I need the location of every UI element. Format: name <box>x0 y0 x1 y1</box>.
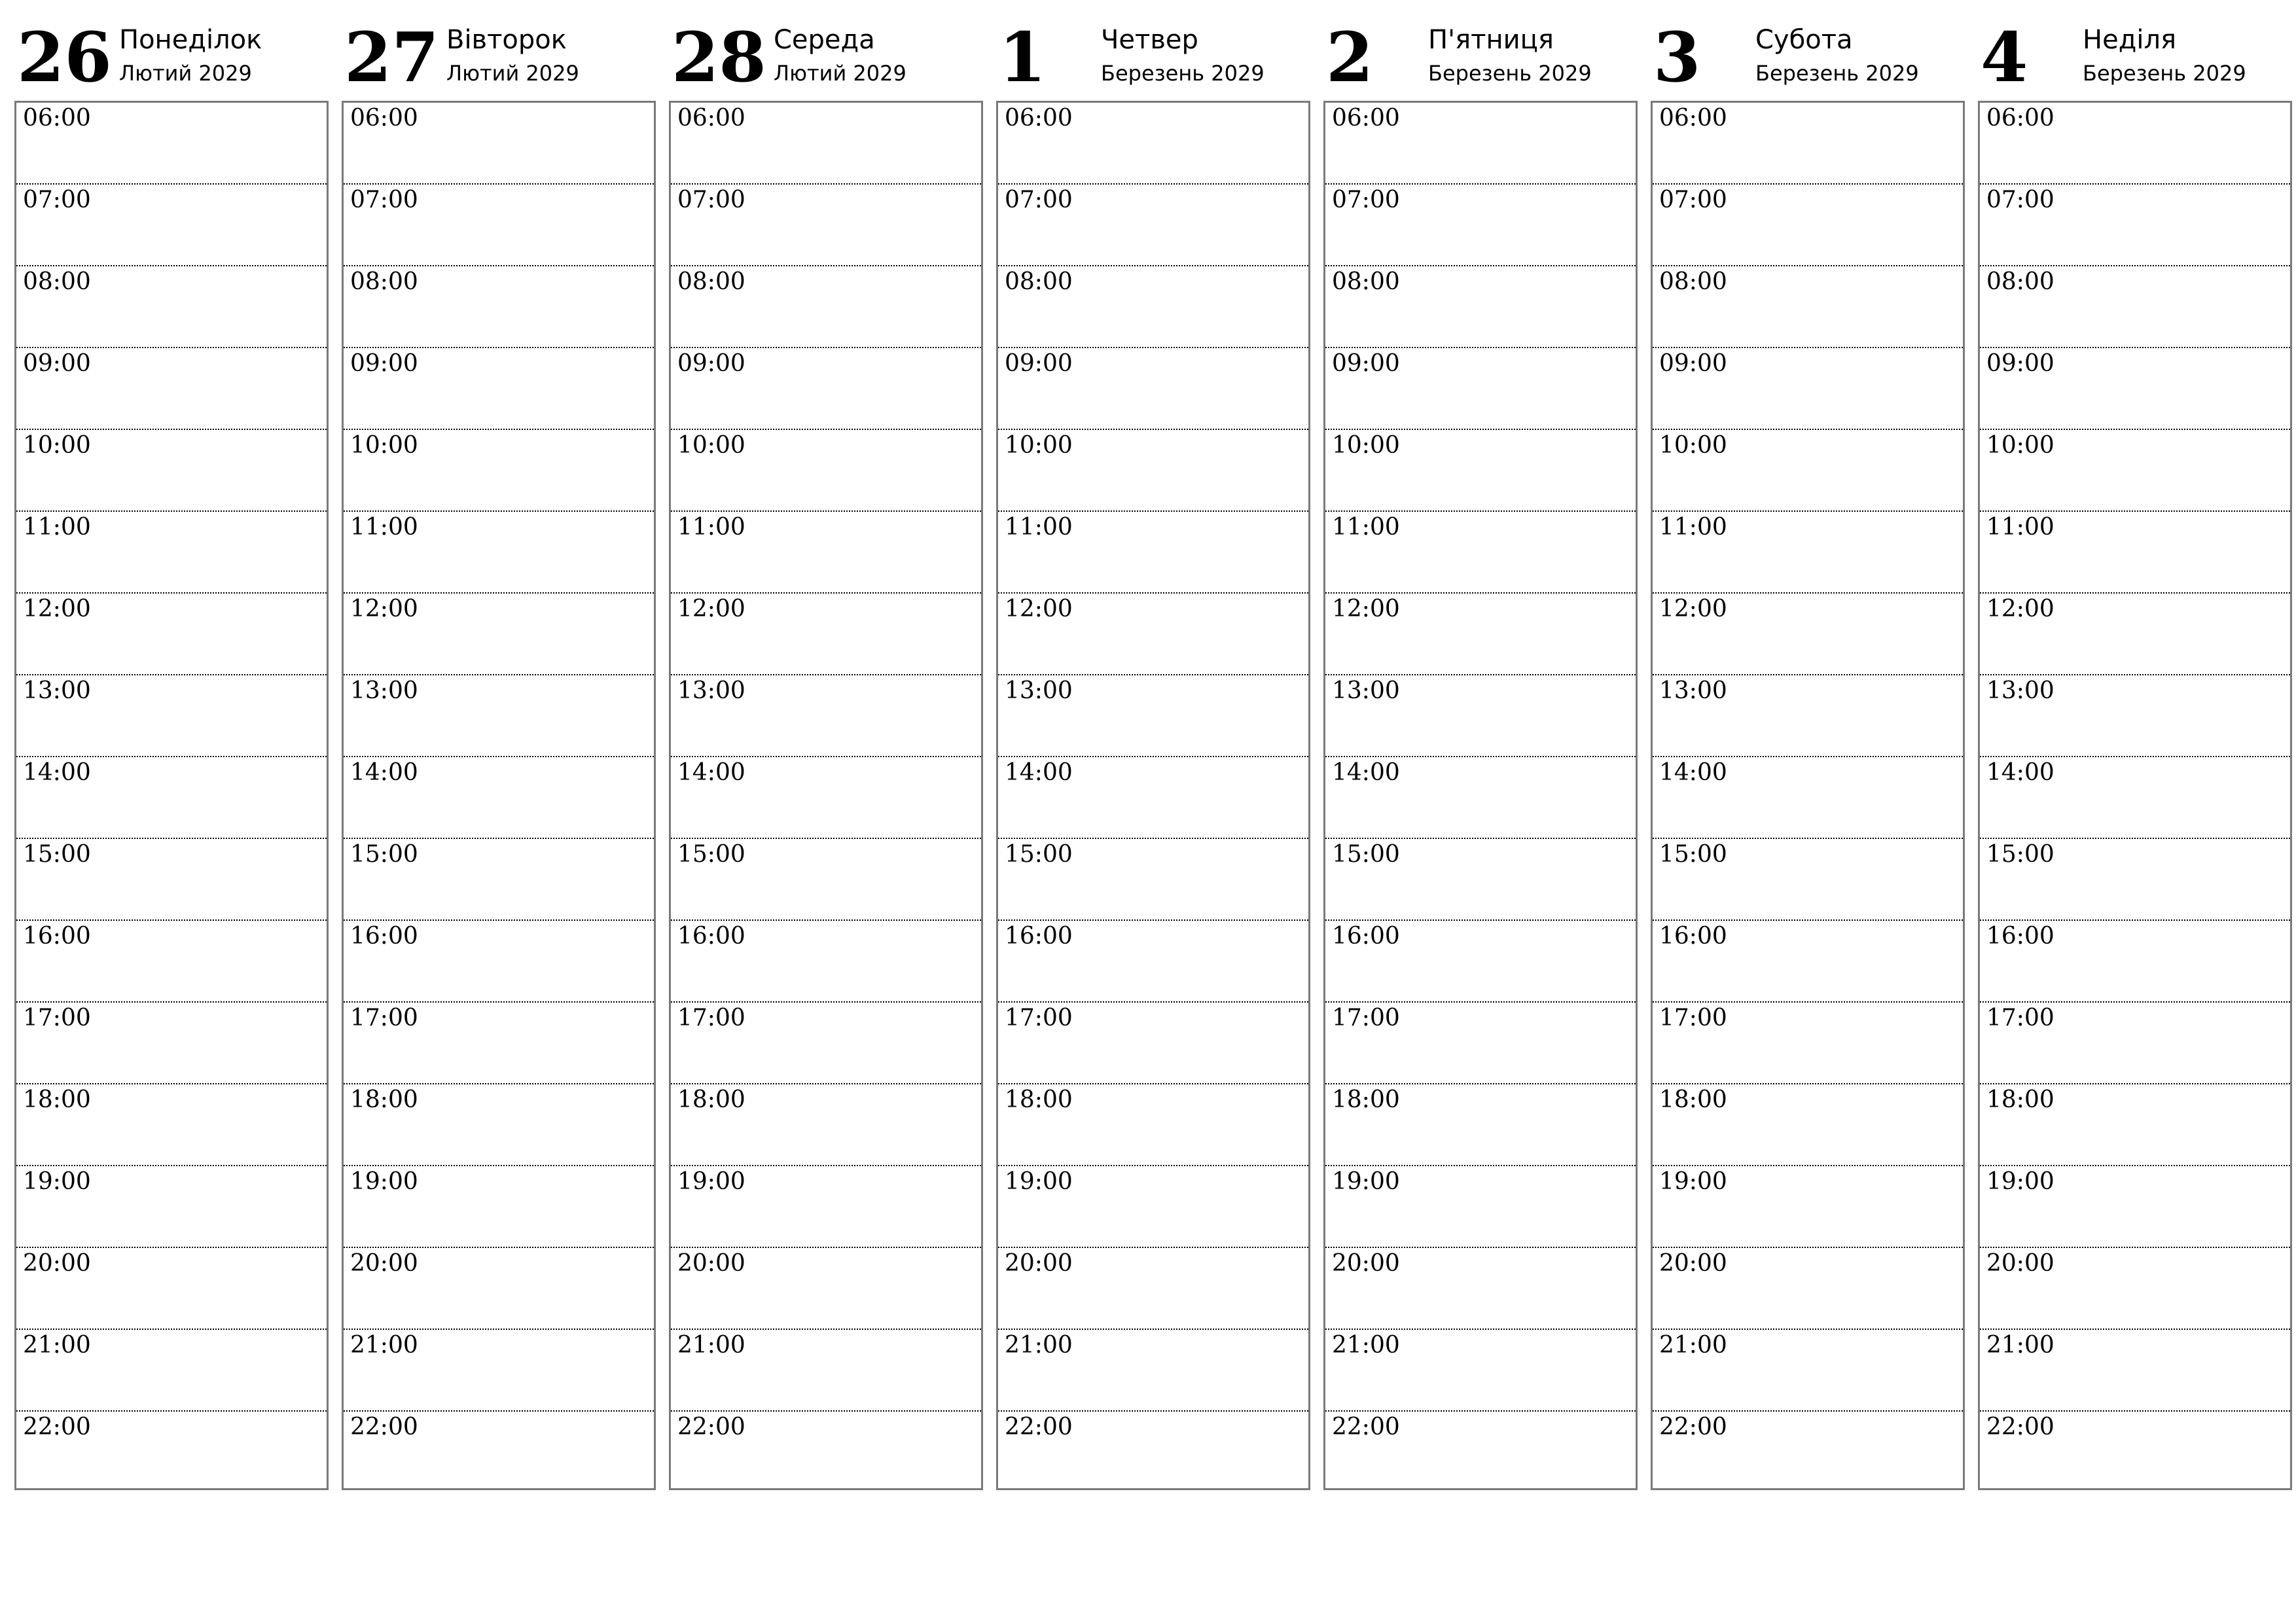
day-month: Березень 2029 <box>1755 61 1919 86</box>
hour-slot[interactable] <box>16 1084 327 1166</box>
hour-slot[interactable] <box>1653 921 1963 1003</box>
hour-slot[interactable] <box>998 1166 1308 1248</box>
day-month: Лютий 2029 <box>774 61 906 86</box>
hour-label: 20:00 <box>1986 1250 2054 1277</box>
hour-slot[interactable] <box>344 1084 654 1166</box>
hour-grid <box>669 101 983 1490</box>
hour-label: 21:00 <box>1005 1332 1073 1359</box>
hour-label: 14:00 <box>1986 759 2054 786</box>
day-header <box>1651 17 1965 101</box>
hour-slot[interactable] <box>1325 839 1636 921</box>
hour-slot[interactable] <box>344 1166 654 1248</box>
hour-grid <box>1323 101 1638 1490</box>
hour-label: 16:00 <box>23 923 91 950</box>
day-name: Понеділок <box>119 25 262 55</box>
hour-label: 11:00 <box>1332 514 1400 541</box>
hour-label: 17:00 <box>1659 1005 1727 1031</box>
day-header <box>1978 17 2292 101</box>
hour-label: 15:00 <box>23 841 91 868</box>
hour-label: 16:00 <box>1332 923 1400 950</box>
hour-slot[interactable] <box>1980 757 2290 839</box>
day-column <box>14 17 329 1490</box>
hour-slot[interactable] <box>671 1412 981 1493</box>
hour-label: 06:00 <box>23 105 91 132</box>
hour-label: 20:00 <box>23 1250 91 1277</box>
hour-slot[interactable] <box>1653 1248 1963 1330</box>
hour-grid <box>342 101 656 1490</box>
hour-label: 08:00 <box>677 268 745 295</box>
hour-slot[interactable] <box>344 594 654 675</box>
hour-label: 08:00 <box>1332 268 1400 295</box>
hour-label: 06:00 <box>1986 105 2054 132</box>
hour-slot[interactable] <box>998 1248 1308 1330</box>
hour-slot[interactable] <box>671 430 981 512</box>
hour-label: 08:00 <box>1986 268 2054 295</box>
hour-slot[interactable] <box>1980 1330 2290 1412</box>
hour-label: 16:00 <box>1986 923 2054 950</box>
hour-label: 21:00 <box>23 1332 91 1359</box>
hour-slot[interactable] <box>16 430 327 512</box>
hour-label: 17:00 <box>1005 1005 1073 1031</box>
hour-slot[interactable] <box>1980 348 2290 430</box>
hour-label: 12:00 <box>677 596 745 622</box>
hour-label: 17:00 <box>350 1005 418 1031</box>
hour-label: 17:00 <box>1332 1005 1400 1031</box>
hour-grid <box>996 101 1310 1490</box>
hour-label: 16:00 <box>677 923 745 950</box>
day-header <box>14 17 329 101</box>
day-month: Лютий 2029 <box>446 61 579 86</box>
hour-label: 13:00 <box>350 677 418 704</box>
day-month: Лютий 2029 <box>119 61 252 86</box>
hour-slot[interactable] <box>1980 1248 2290 1330</box>
hour-slot[interactable] <box>998 1084 1308 1166</box>
hour-slot[interactable] <box>16 348 327 430</box>
hour-label: 10:00 <box>1332 432 1400 459</box>
hour-slot[interactable] <box>344 1412 654 1493</box>
hour-slot[interactable] <box>998 1003 1308 1084</box>
hour-label: 06:00 <box>1659 105 1727 132</box>
hour-slot[interactable] <box>671 1166 981 1248</box>
hour-slot[interactable] <box>1325 675 1636 757</box>
hour-grid <box>14 101 329 1490</box>
hour-label: 09:00 <box>677 350 745 377</box>
day-number: 2 <box>1326 17 1374 98</box>
hour-label: 14:00 <box>1659 759 1727 786</box>
hour-label: 19:00 <box>1332 1168 1400 1195</box>
hour-slot[interactable] <box>344 675 654 757</box>
day-name: Вівторок <box>446 25 567 55</box>
hour-label: 21:00 <box>1332 1332 1400 1359</box>
hour-label: 15:00 <box>1005 841 1073 868</box>
day-column <box>1651 17 1965 1490</box>
hour-slot[interactable] <box>344 348 654 430</box>
hour-label: 09:00 <box>1986 350 2054 377</box>
day-header <box>996 17 1310 101</box>
hour-slot[interactable] <box>671 921 981 1003</box>
hour-label: 10:00 <box>1005 432 1073 459</box>
hour-slot[interactable] <box>1325 103 1636 185</box>
hour-slot[interactable] <box>1653 430 1963 512</box>
hour-label: 07:00 <box>23 187 91 213</box>
hour-label: 16:00 <box>350 923 418 950</box>
hour-slot[interactable] <box>671 757 981 839</box>
hour-slot[interactable] <box>16 757 327 839</box>
hour-label: 22:00 <box>1005 1414 1073 1440</box>
hour-label: 17:00 <box>23 1005 91 1031</box>
hour-slot[interactable] <box>16 1248 327 1330</box>
hour-label: 21:00 <box>1986 1332 2054 1359</box>
day-name: Субота <box>1755 25 1853 55</box>
hour-label: 13:00 <box>23 677 91 704</box>
day-column <box>996 17 1310 1490</box>
hour-slot[interactable] <box>1325 512 1636 594</box>
hour-slot[interactable] <box>998 430 1308 512</box>
hour-slot[interactable] <box>1980 1003 2290 1084</box>
day-month: Березень 2029 <box>2083 61 2246 86</box>
hour-label: 10:00 <box>23 432 91 459</box>
hour-slot[interactable] <box>1980 430 2290 512</box>
hour-slot[interactable] <box>344 1003 654 1084</box>
hour-label: 07:00 <box>1005 187 1073 213</box>
hour-slot[interactable] <box>1325 1412 1636 1493</box>
hour-slot[interactable] <box>1325 594 1636 675</box>
hour-slot[interactable] <box>344 757 654 839</box>
hour-label: 15:00 <box>1986 841 2054 868</box>
hour-slot[interactable] <box>1653 1166 1963 1248</box>
day-column <box>1323 17 1638 1490</box>
hour-slot[interactable] <box>1653 348 1963 430</box>
hour-label: 12:00 <box>1332 596 1400 622</box>
hour-label: 07:00 <box>1659 187 1727 213</box>
hour-slot[interactable] <box>1653 185 1963 266</box>
hour-slot[interactable] <box>1325 1003 1636 1084</box>
hour-label: 18:00 <box>1005 1086 1073 1113</box>
hour-label: 06:00 <box>1332 105 1400 132</box>
hour-grid <box>1978 101 2292 1490</box>
hour-label: 21:00 <box>350 1332 418 1359</box>
hour-slot[interactable] <box>1980 185 2290 266</box>
hour-label: 14:00 <box>677 759 745 786</box>
hour-label: 10:00 <box>677 432 745 459</box>
hour-slot[interactable] <box>16 839 327 921</box>
hour-slot[interactable] <box>671 348 981 430</box>
hour-label: 20:00 <box>1659 1250 1727 1277</box>
hour-label: 08:00 <box>1005 268 1073 295</box>
hour-label: 08:00 <box>1659 268 1727 295</box>
hour-label: 11:00 <box>350 514 418 541</box>
hour-slot[interactable] <box>998 921 1308 1003</box>
hour-slot[interactable] <box>1325 266 1636 348</box>
hour-slot[interactable] <box>1653 1330 1963 1412</box>
hour-label: 11:00 <box>1005 514 1073 541</box>
hour-slot[interactable] <box>1325 921 1636 1003</box>
hour-slot[interactable] <box>998 185 1308 266</box>
hour-slot[interactable] <box>998 1412 1308 1493</box>
hour-slot[interactable] <box>344 430 654 512</box>
day-column <box>342 17 656 1490</box>
hour-slot[interactable] <box>1980 512 2290 594</box>
hour-label: 13:00 <box>1005 677 1073 704</box>
hour-label: 06:00 <box>1005 105 1073 132</box>
hour-slot[interactable] <box>671 594 981 675</box>
hour-label: 20:00 <box>1332 1250 1400 1277</box>
hour-label: 07:00 <box>350 187 418 213</box>
day-column <box>669 17 983 1490</box>
hour-slot[interactable] <box>1980 839 2290 921</box>
hour-slot[interactable] <box>1653 757 1963 839</box>
day-number: 1 <box>999 17 1047 98</box>
hour-slot[interactable] <box>671 185 981 266</box>
hour-slot[interactable] <box>344 512 654 594</box>
hour-slot[interactable] <box>998 839 1308 921</box>
hour-slot[interactable] <box>16 512 327 594</box>
hour-label: 12:00 <box>1659 596 1727 622</box>
hour-slot[interactable] <box>344 921 654 1003</box>
day-month: Березень 2029 <box>1428 61 1592 86</box>
hour-label: 13:00 <box>1332 677 1400 704</box>
hour-label: 15:00 <box>1659 841 1727 868</box>
hour-slot[interactable] <box>998 594 1308 675</box>
hour-slot[interactable] <box>1325 185 1636 266</box>
hour-label: 13:00 <box>1659 677 1727 704</box>
hour-slot[interactable] <box>1325 1166 1636 1248</box>
hour-label: 11:00 <box>1659 514 1727 541</box>
hour-slot[interactable] <box>1980 1084 2290 1166</box>
hour-label: 16:00 <box>1005 923 1073 950</box>
hour-slot[interactable] <box>16 266 327 348</box>
hour-label: 15:00 <box>1332 841 1400 868</box>
hour-label: 18:00 <box>23 1086 91 1113</box>
hour-slot[interactable] <box>998 348 1308 430</box>
hour-slot[interactable] <box>1980 1412 2290 1493</box>
hour-slot[interactable] <box>998 266 1308 348</box>
hour-slot[interactable] <box>16 185 327 266</box>
hour-label: 07:00 <box>1986 187 2054 213</box>
hour-slot[interactable] <box>1980 921 2290 1003</box>
hour-slot[interactable] <box>671 512 981 594</box>
day-number: 4 <box>1981 17 2028 98</box>
hour-label: 12:00 <box>1986 596 2054 622</box>
hour-label: 08:00 <box>23 268 91 295</box>
hour-slot[interactable] <box>16 594 327 675</box>
hour-slot[interactable] <box>16 1166 327 1248</box>
hour-label: 09:00 <box>350 350 418 377</box>
hour-slot[interactable] <box>998 757 1308 839</box>
hour-label: 12:00 <box>23 596 91 622</box>
hour-label: 14:00 <box>23 759 91 786</box>
hour-slot[interactable] <box>1325 348 1636 430</box>
hour-label: 19:00 <box>1986 1168 2054 1195</box>
hour-slot[interactable] <box>1980 594 2290 675</box>
hour-slot[interactable] <box>344 1248 654 1330</box>
day-number: 3 <box>1653 17 1701 98</box>
hour-label: 09:00 <box>23 350 91 377</box>
hour-slot[interactable] <box>16 103 327 185</box>
hour-label: 14:00 <box>1332 759 1400 786</box>
day-number: 26 <box>17 17 112 98</box>
hour-label: 14:00 <box>350 759 418 786</box>
day-column <box>1978 17 2292 1490</box>
hour-slot[interactable] <box>1325 1330 1636 1412</box>
hour-label: 22:00 <box>23 1414 91 1440</box>
hour-label: 18:00 <box>1659 1086 1727 1113</box>
hour-label: 22:00 <box>677 1414 745 1440</box>
day-header <box>1323 17 1638 101</box>
hour-label: 15:00 <box>350 841 418 868</box>
hour-label: 17:00 <box>677 1005 745 1031</box>
hour-slot[interactable] <box>671 1248 981 1330</box>
day-number: 28 <box>672 17 766 98</box>
hour-slot[interactable] <box>1325 757 1636 839</box>
hour-label: 07:00 <box>1332 187 1400 213</box>
day-name: Четвер <box>1101 25 1198 55</box>
hour-slot[interactable] <box>344 266 654 348</box>
hour-label: 09:00 <box>1659 350 1727 377</box>
hour-slot[interactable] <box>998 103 1308 185</box>
hour-slot[interactable] <box>1980 103 2290 185</box>
hour-label: 12:00 <box>350 596 418 622</box>
hour-slot[interactable] <box>1653 103 1963 185</box>
hour-slot[interactable] <box>16 1330 327 1412</box>
weekly-planner <box>14 17 2282 1490</box>
hour-slot[interactable] <box>1653 266 1963 348</box>
hour-slot[interactable] <box>1980 1166 2290 1248</box>
hour-slot[interactable] <box>16 1003 327 1084</box>
hour-slot[interactable] <box>16 921 327 1003</box>
day-name: П'ятниця <box>1428 25 1554 55</box>
day-month: Березень 2029 <box>1101 61 1265 86</box>
hour-label: 13:00 <box>1986 677 2054 704</box>
hour-slot[interactable] <box>671 1330 981 1412</box>
hour-label: 11:00 <box>1986 514 2054 541</box>
hour-label: 11:00 <box>677 514 745 541</box>
hour-slot[interactable] <box>671 1084 981 1166</box>
hour-label: 10:00 <box>1986 432 2054 459</box>
hour-slot[interactable] <box>671 103 981 185</box>
hour-grid <box>1651 101 1965 1490</box>
hour-slot[interactable] <box>1653 512 1963 594</box>
hour-slot[interactable] <box>1653 839 1963 921</box>
hour-slot[interactable] <box>344 839 654 921</box>
hour-slot[interactable] <box>671 266 981 348</box>
hour-slot[interactable] <box>344 185 654 266</box>
hour-slot[interactable] <box>1325 430 1636 512</box>
hour-slot[interactable] <box>998 675 1308 757</box>
hour-slot[interactable] <box>671 675 981 757</box>
hour-label: 22:00 <box>1332 1414 1400 1440</box>
hour-slot[interactable] <box>1980 266 2290 348</box>
hour-label: 12:00 <box>1005 596 1073 622</box>
hour-label: 16:00 <box>1659 923 1727 950</box>
hour-label: 09:00 <box>1332 350 1400 377</box>
hour-label: 11:00 <box>23 514 91 541</box>
hour-label: 22:00 <box>1986 1414 2054 1440</box>
day-name: Середа <box>774 25 875 55</box>
hour-label: 14:00 <box>1005 759 1073 786</box>
day-header <box>669 17 983 101</box>
day-header <box>342 17 656 101</box>
hour-label: 18:00 <box>350 1086 418 1113</box>
hour-label: 19:00 <box>677 1168 745 1195</box>
hour-label: 13:00 <box>677 677 745 704</box>
hour-label: 06:00 <box>350 105 418 132</box>
hour-label: 19:00 <box>1659 1168 1727 1195</box>
hour-label: 15:00 <box>677 841 745 868</box>
hour-slot[interactable] <box>671 1003 981 1084</box>
hour-label: 10:00 <box>1659 432 1727 459</box>
hour-label: 20:00 <box>350 1250 418 1277</box>
hour-label: 19:00 <box>350 1168 418 1195</box>
hour-label: 06:00 <box>677 105 745 132</box>
hour-slot[interactable] <box>1325 1248 1636 1330</box>
hour-label: 07:00 <box>677 187 745 213</box>
hour-label: 18:00 <box>677 1086 745 1113</box>
hour-slot[interactable] <box>998 512 1308 594</box>
hour-slot[interactable] <box>1653 594 1963 675</box>
hour-label: 21:00 <box>677 1332 745 1359</box>
hour-label: 18:00 <box>1986 1086 2054 1113</box>
hour-slot[interactable] <box>16 1412 327 1493</box>
hour-slot[interactable] <box>344 103 654 185</box>
hour-slot[interactable] <box>1653 675 1963 757</box>
hour-label: 09:00 <box>1005 350 1073 377</box>
hour-label: 19:00 <box>23 1168 91 1195</box>
hour-label: 19:00 <box>1005 1168 1073 1195</box>
hour-slot[interactable] <box>671 839 981 921</box>
hour-slot[interactable] <box>16 675 327 757</box>
hour-slot[interactable] <box>1653 1003 1963 1084</box>
hour-label: 08:00 <box>350 268 418 295</box>
hour-label: 22:00 <box>1659 1414 1727 1440</box>
hour-label: 22:00 <box>350 1414 418 1440</box>
hour-label: 18:00 <box>1332 1086 1400 1113</box>
hour-slot[interactable] <box>1325 1084 1636 1166</box>
hour-slot[interactable] <box>1653 1412 1963 1493</box>
hour-label: 17:00 <box>1986 1005 2054 1031</box>
day-number: 27 <box>344 17 439 98</box>
hour-label: 20:00 <box>677 1250 745 1277</box>
hour-label: 20:00 <box>1005 1250 1073 1277</box>
hour-label: 10:00 <box>350 432 418 459</box>
day-name: Неділя <box>2083 25 2177 55</box>
hour-label: 21:00 <box>1659 1332 1727 1359</box>
hour-slot[interactable] <box>344 1330 654 1412</box>
hour-slot[interactable] <box>998 1330 1308 1412</box>
hour-slot[interactable] <box>1653 1084 1963 1166</box>
hour-slot[interactable] <box>1980 675 2290 757</box>
